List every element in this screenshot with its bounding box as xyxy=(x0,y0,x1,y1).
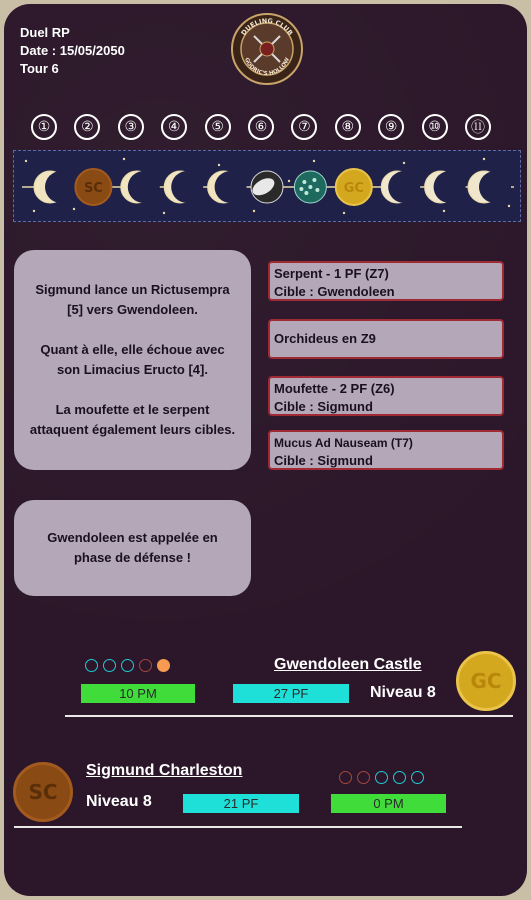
sigmund-token-label: SC xyxy=(28,780,58,804)
effect-card xyxy=(268,430,504,470)
zone-number: ③ xyxy=(118,114,144,140)
action-dot xyxy=(103,659,116,672)
zone-number: ⑥ xyxy=(248,114,274,140)
moon-speckle xyxy=(315,188,319,192)
zone-number: ⑧ xyxy=(335,114,361,140)
zone-number: ⑩ xyxy=(422,114,448,140)
moon-shadow xyxy=(171,171,203,203)
moon-shadow xyxy=(434,171,466,203)
action-dot xyxy=(121,659,134,672)
moon-full-dark xyxy=(250,171,283,203)
action-dot xyxy=(393,771,406,784)
gwendoleen-level: Niveau 8 xyxy=(370,684,436,701)
moon-crescent xyxy=(34,171,77,203)
sigmund-name: Sigmund Charleston xyxy=(86,762,243,779)
gwendoleen-divider xyxy=(65,715,513,717)
moon-shadow xyxy=(45,171,77,203)
star-decoration xyxy=(253,210,255,212)
action-dot xyxy=(411,771,424,784)
action-dot xyxy=(157,659,170,672)
moon-speckle xyxy=(308,185,312,189)
star-decoration xyxy=(313,160,315,162)
duel-meta xyxy=(20,24,125,78)
star-decoration xyxy=(508,205,510,207)
gwendoleen-token-label: GC xyxy=(470,669,502,693)
token-label: SC xyxy=(83,181,103,196)
action-dot xyxy=(339,771,352,784)
sigmund-token xyxy=(13,762,73,822)
effect-target: Cible : Gwendoleen xyxy=(274,284,395,299)
narration-bubble xyxy=(14,250,251,470)
moon-speckle xyxy=(299,187,303,191)
star-decoration xyxy=(25,160,27,162)
zone-number: ⑨ xyxy=(378,114,404,140)
zone-number: ④ xyxy=(161,114,187,140)
zone-number: ⑪ xyxy=(465,114,491,140)
duel-card xyxy=(4,4,527,896)
moon-crescent xyxy=(121,171,160,203)
effect-target: Cible : Sigmund xyxy=(274,399,373,414)
sigmund-level: Niveau 8 xyxy=(86,793,152,810)
sigmund-action-dots xyxy=(339,769,429,787)
moon-crescent xyxy=(164,171,203,203)
moon-crescent xyxy=(468,171,511,203)
action-dot xyxy=(139,659,152,672)
moon-speckle xyxy=(302,180,306,184)
duel-turn: Tour 6 xyxy=(20,61,59,76)
effect-line: Orchideus en Z9 xyxy=(274,331,376,346)
sigmund-pm-bar: 0 PM xyxy=(331,794,446,813)
sigmund-pf-bar: 21 PF xyxy=(183,794,299,813)
token-label: GC xyxy=(343,181,364,196)
zone-number: ② xyxy=(74,114,100,140)
moon-teal-marker xyxy=(294,171,326,203)
zone-number: ⑤ xyxy=(205,114,231,140)
star-decoration xyxy=(443,210,445,212)
sigmund-divider xyxy=(14,826,462,828)
duel-title: Duel RP xyxy=(20,25,70,40)
moon-crescent xyxy=(381,171,420,203)
star-decoration xyxy=(343,212,345,214)
star-decoration xyxy=(483,158,485,160)
narration-text: Sigmund lance un Rictusempra [5] vers Gwendoleen. Quant à elle, elle échoue avec son Limacius Eructo [4]. La moufette et le serpent attaquent également leurs cibles. xyxy=(29,282,236,437)
gwendoleen-action-dots xyxy=(85,657,175,675)
star-decoration xyxy=(73,208,75,210)
star-decoration xyxy=(288,180,290,182)
effect-line: Mucus Ad Nauseam (T7) xyxy=(274,436,413,450)
effect-card xyxy=(268,319,504,359)
moon-speckle xyxy=(304,191,308,195)
moon-shadow xyxy=(479,171,511,203)
zone-numbers xyxy=(31,114,505,144)
action-dot xyxy=(375,771,388,784)
effect-target: Cible : Sigmund xyxy=(274,453,373,468)
action-dot xyxy=(85,659,98,672)
gwendoleen-pf-bar: 27 PF xyxy=(233,684,349,703)
svg-text:GODRIC'S HOLLOW: GODRIC'S HOLLOW xyxy=(242,56,292,78)
gwendoleen-pm-bar: 10 PM xyxy=(81,684,195,703)
gwendoleen-token xyxy=(456,651,516,711)
effect-line: Moufette - 2 PF (Z6) xyxy=(274,381,395,396)
zone-number: ⑦ xyxy=(291,114,317,140)
moon-shadow xyxy=(215,171,247,203)
star-decoration xyxy=(33,210,35,212)
phase-text: Gwendoleen est appelée en phase de défense ! xyxy=(47,530,218,565)
star-decoration xyxy=(123,158,125,160)
duel-date: Date : 15/05/2050 xyxy=(20,43,125,58)
zone-track xyxy=(13,150,521,222)
star-decoration xyxy=(163,212,165,214)
gc-track-token xyxy=(336,169,372,205)
action-dot xyxy=(357,771,370,784)
sc-track-token xyxy=(75,169,111,205)
effect-card xyxy=(268,376,504,416)
moon-speckle xyxy=(312,178,316,182)
dueling-club-logo xyxy=(230,12,304,86)
effect-card xyxy=(268,261,504,301)
moon-shadow xyxy=(128,171,160,203)
moon-shadow xyxy=(388,171,420,203)
svg-text:DUELING CLUB: DUELING CLUB xyxy=(239,16,295,37)
moon-crescent xyxy=(425,171,466,203)
zone-number: ① xyxy=(31,114,57,140)
phase-bubble xyxy=(14,500,251,596)
star-decoration xyxy=(218,164,220,166)
moon-crescent xyxy=(208,171,247,203)
gwendoleen-name: Gwendoleen Castle xyxy=(274,656,422,673)
star-decoration xyxy=(403,162,405,164)
effect-line: Serpent - 1 PF (Z7) xyxy=(274,266,389,281)
